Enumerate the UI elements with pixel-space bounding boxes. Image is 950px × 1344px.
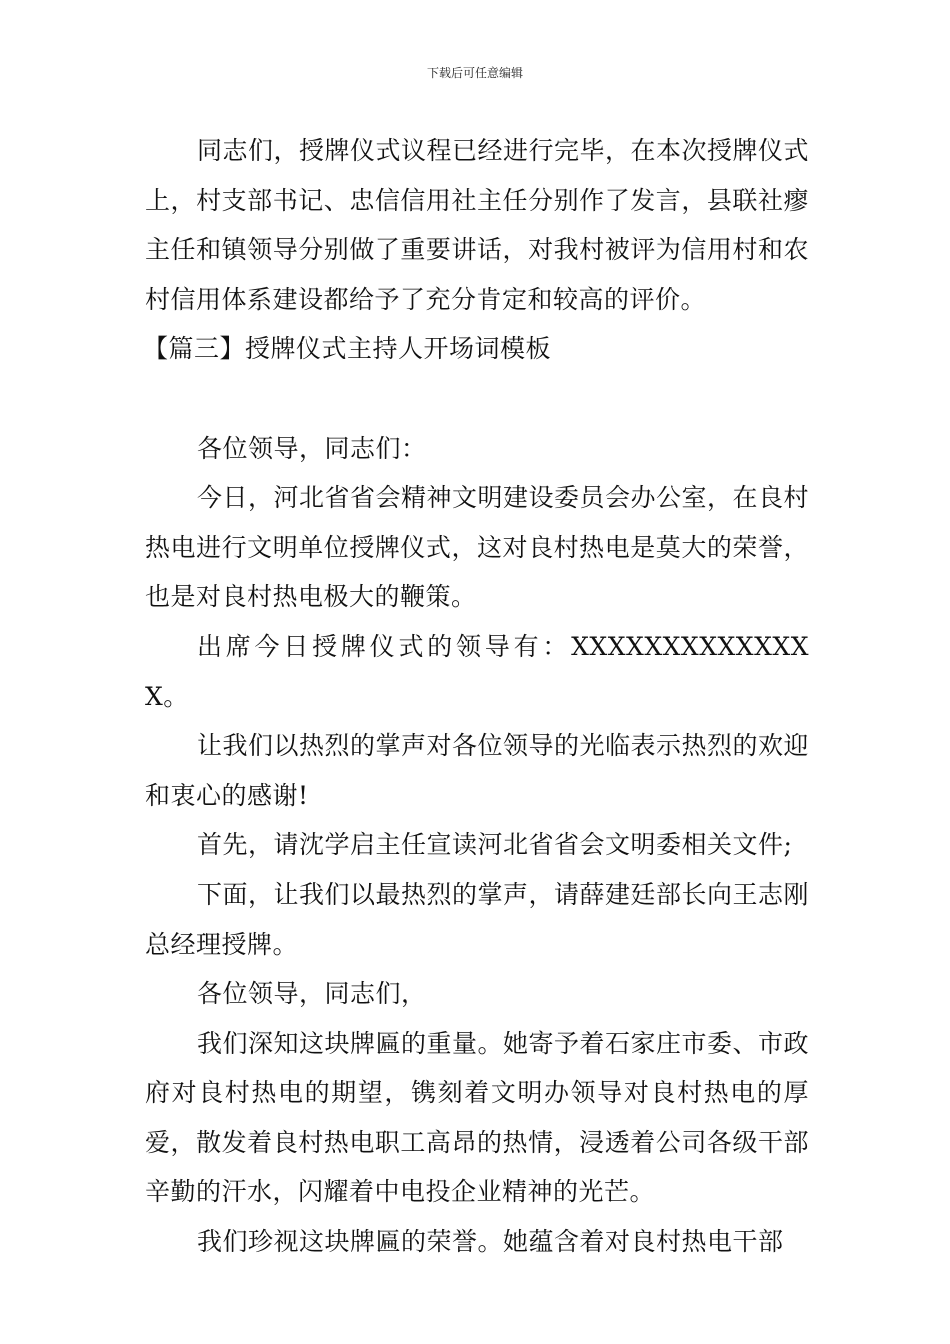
paragraph-greeting-second: 各位领导，同志们， [197,979,427,1009]
section-heading: 【篇三】授牌仪式主持人开场词模板 [143,334,552,364]
paragraph-greeting: 各位领导，同志们： [197,433,427,463]
blank-line [145,374,809,424]
paragraph-closing-remarks: 同志们，授牌仪式议程已经进行完毕，在本次授牌仪式上，村支部书记、忠信信用社主任分别作了发言，县联社瘳主任和镇领导分别做了重要讲话，对我村被评为信用村和农村信用体系建设都给予了充分肯定和较高的评价。 [145,136,810,314]
paragraph-plaque-weight: 我们深知这块牌匾的重量。她寄予着石家庄市委、市政府对良村热电的期望，镌刻着文明办领导对良村热电的厚爱，散发着良村热电职工高昂的热情，浸透着公司各级干部辛勤的汗水，闪耀着中电投企业精神的光芒。 [145,1028,810,1207]
paragraph-award-presentation: 下面，让我们以最热烈的掌声，请薛建廷部长向王志刚总经理授牌。 [145,879,810,959]
paragraph-welcome: 让我们以热烈的掌声对各位领导的光临表示热烈的欢迎和衷心的感谢! [145,731,810,810]
paragraph-ceremony-intro: 今日，河北省省会精神文明建设委员会办公室，在良村热电进行文明单位授牌仪式，这对良村热电是莫大的荣誉，也是对良村热电极大的鞭策。 [145,483,810,612]
paragraph-plaque-honor: 我们珍视这块牌匾的荣誉。她蕴含着对良村热电干部 [197,1227,784,1257]
paragraph-attending-leaders: 出席今日授牌仪式的领导有：XXXXXXXXXXXXXX。 [145,631,809,711]
page-header-note: 下载后可任意编辑 [426,66,523,80]
paragraph-first-item: 首先，请沈学启主任宣读河北省省会文明委相关文件; [197,830,793,860]
document-body [145,126,809,1267]
